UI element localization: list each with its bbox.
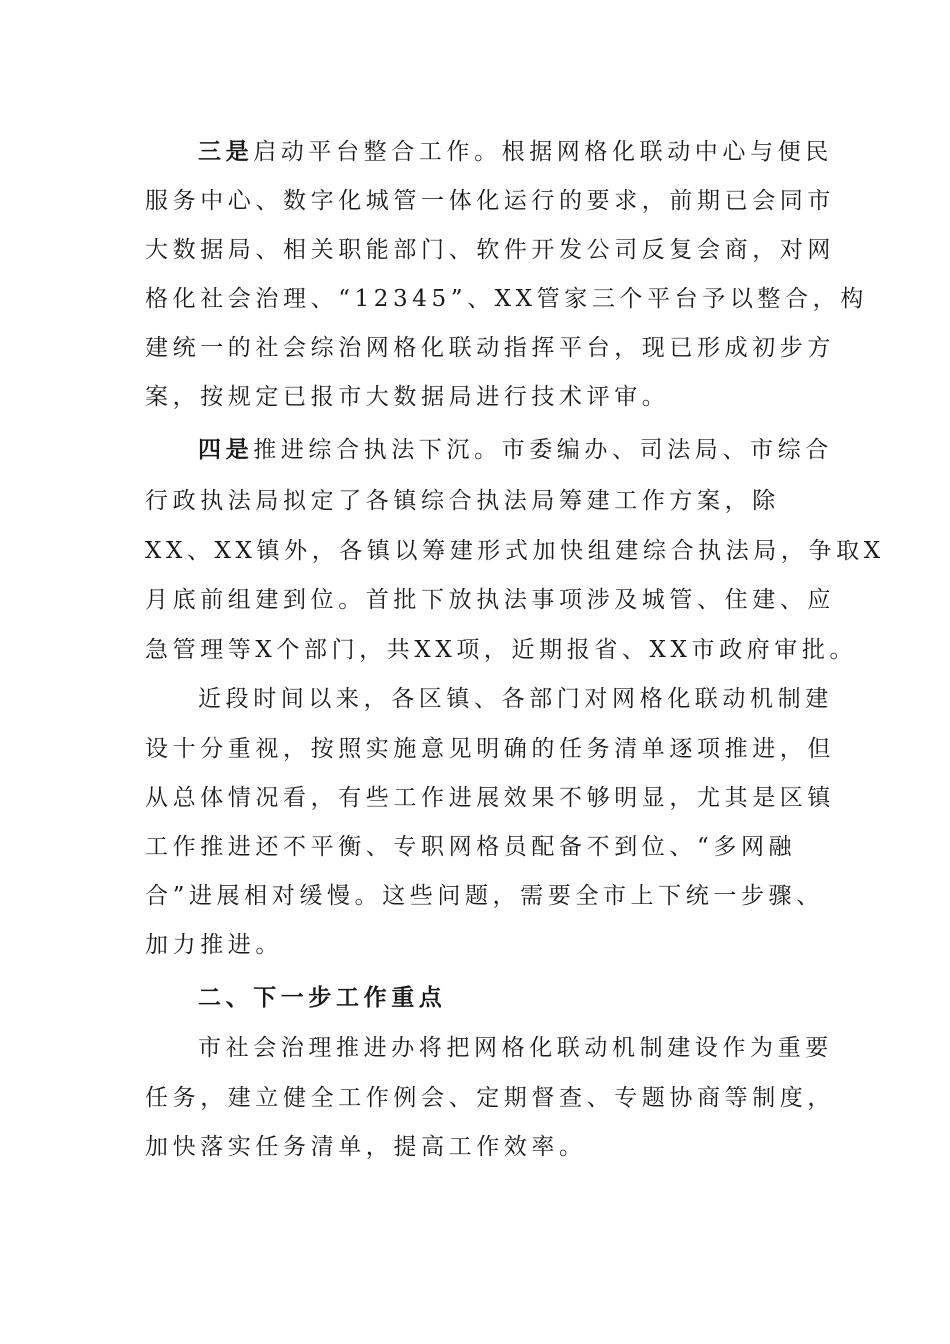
closing-line-1: 市社会治理推进办将把网格化联动机制建设作为重要 — [198, 1035, 833, 1061]
closing-line-2: 任务，建立健全工作例会、定期督查、专题协商等制度， — [145, 1085, 835, 1111]
paragraph-2-line-3: XX、XX镇外，各镇以筹建形式加快组建综合执法局，争取X — [145, 538, 885, 564]
paragraph-1-line-3: 大数据局、相关职能部门、软件开发公司反复会商，对网 — [145, 237, 835, 263]
paragraph-3-line-3: 从总体情况看，有些工作进展效果不够明显，尤其是区镇 — [145, 785, 835, 811]
section-heading: 二、下一步工作重点 — [198, 985, 447, 1011]
paragraph-3-line-1: 近段时间以来，各区镇、各部门对网格化联动机制建 — [198, 686, 833, 712]
paragraph-1-line-6: 案，按规定已报市大数据局进行技术评审。 — [145, 384, 670, 410]
paragraph-2-lead: 四是 — [198, 436, 254, 463]
paragraph-1-lead: 三是 — [198, 138, 254, 165]
paragraph-1-line-1: 三是启动平台整合工作。根据网格化联动中心与便民 — [198, 138, 833, 165]
paragraph-2-line-5: 急管理等X个部门，共XX项，近期报省、XX市政府审批。 — [145, 637, 858, 663]
paragraph-3-line-5: 合”进展相对缓慢。这些问题，需要全市上下统一步骤、 — [145, 883, 824, 909]
closing-line-3: 加快落实任务清单，提高工作效率。 — [145, 1134, 587, 1160]
paragraph-1-line-4: 格化社会治理、“12345”、XX管家三个平台予以整合，构 — [145, 286, 868, 312]
paragraph-2-line-1: 四是推进综合执法下沉。市委编办、司法局、市综合 — [198, 436, 833, 463]
paragraph-2-line-2: 行政执法局拟定了各镇综合执法局筹建工作方案，除 — [145, 488, 780, 514]
paragraph-3-line-2: 设十分重视，按照实施意见明确的任务清单逐项推进，但 — [145, 736, 835, 762]
paragraph-1-line-5: 建统一的社会综治网格化联动指挥平台，现已形成初步方 — [145, 335, 835, 361]
paragraph-2-line-4: 月底前组建到位。首批下放执法事项涉及城管、住建、应 — [145, 587, 835, 613]
paragraph-3-line-4: 工作推进还不平衡、专职网格员配备不到位、“多网融 — [145, 834, 797, 860]
paragraph-3-line-6: 加力推进。 — [145, 932, 283, 958]
paragraph-1-line-2: 服务中心、数字化城管一体化运行的要求，前期已会同市 — [145, 188, 835, 214]
